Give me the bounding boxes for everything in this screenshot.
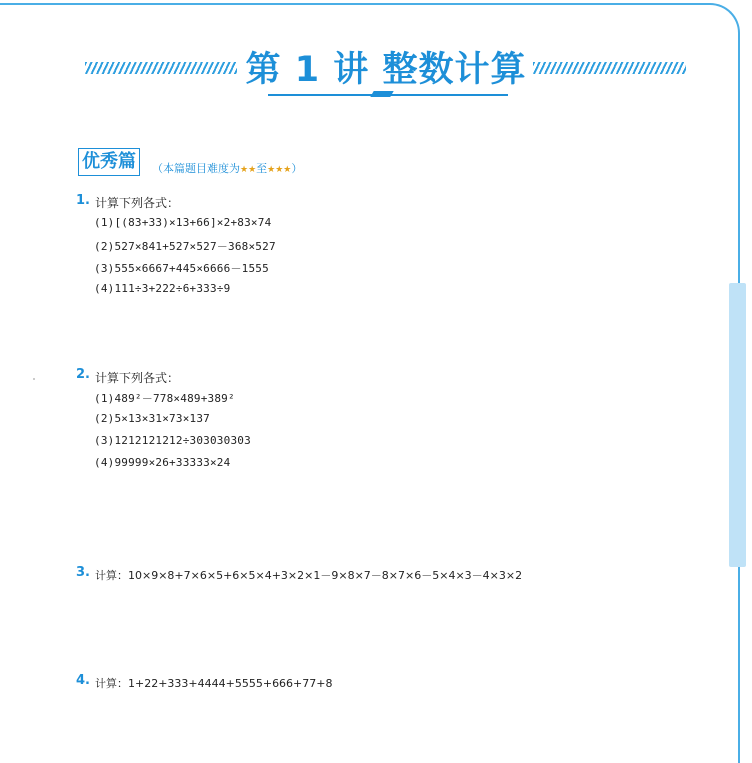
side-tab-marker [729, 283, 746, 567]
title-decoration-right [533, 62, 686, 74]
stray-mark [33, 378, 35, 380]
title-underline-accent [370, 91, 393, 97]
problem-2-item-4: (4)99999×26+33333×24 [94, 456, 231, 469]
problem-1-item-4: (4)111÷3+222÷6+333÷9 [94, 282, 231, 295]
difficulty-mid: 至 [256, 162, 268, 175]
problem-3-number: 3. [76, 565, 90, 580]
section-label: 优秀篇 [78, 148, 140, 176]
difficulty-stars-high: ★★★ [267, 165, 292, 175]
problem-2-item-2: (2)5×13×31×73×137 [94, 412, 210, 425]
problem-4-number: 4. [76, 673, 90, 688]
difficulty-prefix: （本篇题目难度为 [152, 162, 240, 175]
difficulty-note [152, 160, 302, 176]
difficulty-stars-low: ★★ [240, 165, 257, 175]
problem-1-prompt: 计算下列各式： [95, 196, 180, 210]
problem-4-prompt: 计算：1+22+333+4444+5555+666+77+8 [95, 677, 333, 690]
problem-1-item-3: (3)555×6667+445×6666－1555 [94, 262, 269, 275]
title-decoration-left [85, 62, 237, 74]
page-title: 第 1 讲 整数计算 [245, 50, 527, 90]
problem-2-prompt: 计算下列各式： [95, 371, 180, 385]
difficulty-suffix: ） [291, 162, 303, 175]
problem-1-number: 1. [76, 193, 90, 208]
problem-1-item-2: (2)527×841+527×527－368×527 [94, 240, 276, 253]
problem-3-prompt: 计算：10×9×8+7×6×5+6×5×4+3×2×1－9×8×7－8×7×6－5×4×3－4×3×2 [95, 569, 523, 582]
problem-2-item-3: (3)1212121212÷303030303 [94, 434, 251, 447]
problem-2-number: 2. [76, 367, 90, 382]
problem-1-item-1: (1)[(83+33)×13+66]×2+83×74 [94, 216, 272, 229]
problem-2-item-1: (1)489²－778×489+389² [94, 392, 235, 405]
